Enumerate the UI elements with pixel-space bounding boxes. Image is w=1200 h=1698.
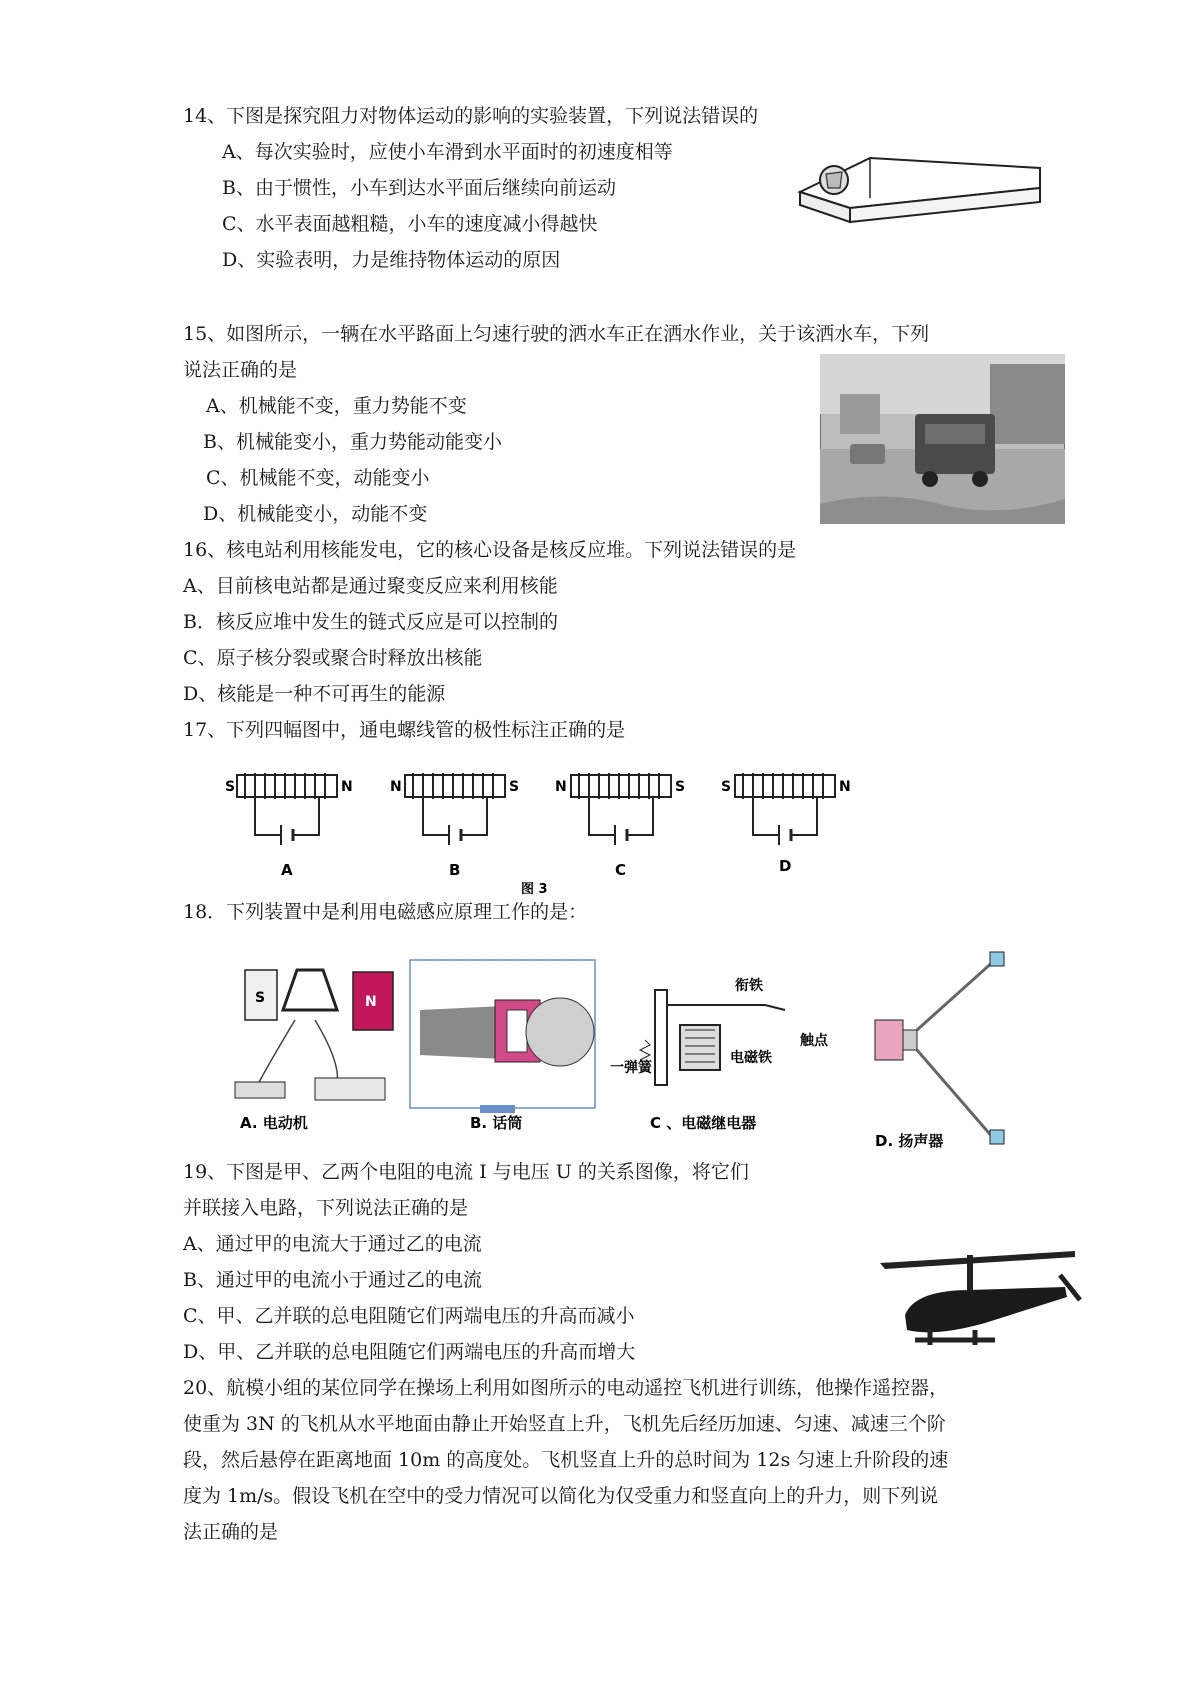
relay-caption: C 、电磁继电器 xyxy=(650,1114,757,1132)
panel-c-left-pole: N xyxy=(555,779,567,795)
q16-option-b: B．核反应堆中发生的链式反应是可以控制的 xyxy=(183,611,558,633)
solenoid-panel-c xyxy=(555,773,685,879)
q19-stem-line2: 并联接入电路，下列说法正确的是 xyxy=(183,1197,469,1219)
solenoid-panel-b xyxy=(390,773,519,879)
relay-spring-label: 一弹簧 xyxy=(610,1060,652,1076)
speaker-caption: D. 扬声器 xyxy=(875,1132,944,1150)
panel-a-label: A xyxy=(281,861,293,879)
q20-line4: 度为 1m/s。假设飞机在空中的受力情况可以简化为仅受重力和竖直向上的升力，则下列说 xyxy=(183,1485,939,1507)
panel-d-left-pole: S xyxy=(721,779,732,795)
q15-option-d: D、机械能变小，动能不变 xyxy=(203,503,428,525)
q20-line1: 20、航模小组的某位同学在操场上利用如图所示的电动遥控飞机进行训练，他操作遥控器， xyxy=(183,1377,949,1399)
motor-caption: A. 电动机 xyxy=(240,1114,308,1132)
q20-line5: 法正确的是 xyxy=(183,1521,279,1543)
q19-option-a: A、通过甲的电流大于通过乙的电流 xyxy=(183,1233,482,1255)
q14-option-b: B、由于惯性，小车到达水平面后继续向前运动 xyxy=(222,177,616,199)
q17-solenoid-figures xyxy=(215,765,855,900)
q14-option-c: C、水平表面越粗糙，小车的速度减小得越快 xyxy=(222,213,598,235)
relay-contact-label: 触点 xyxy=(800,1033,828,1049)
q15-sprinkler-truck-photo xyxy=(820,354,1065,524)
motor-n-pole: N xyxy=(365,994,377,1010)
motor-device xyxy=(235,970,393,1132)
q19-stem-line1: 19、下图是甲、乙两个电阻的电流 I 与电压 U 的关系图像，将它们 xyxy=(183,1161,749,1183)
speaker-device xyxy=(875,952,1004,1150)
q14-option-a: A、每次实验时，应使小车滑到水平面时的初速度相等 xyxy=(222,141,673,163)
q16-option-d: D、核能是一种不可再生的能源 xyxy=(183,683,446,705)
q19-option-d: D、甲、乙并联的总电阻随它们两端电压的升高而增大 xyxy=(183,1341,636,1363)
q18-stem: 18．下列装置中是利用电磁感应原理工作的是： xyxy=(183,901,588,923)
solenoid-panel-a xyxy=(225,773,353,879)
panel-c-label: C xyxy=(615,861,627,879)
q16-stem: 16、核电站利用核能发电，它的核心设备是核反应堆。下列说法错误的是 xyxy=(183,539,797,561)
motor-s-pole: S xyxy=(255,990,266,1006)
solenoid-panel-d xyxy=(721,773,851,875)
panel-b-left-pole: N xyxy=(390,779,402,795)
q17-stem: 17、下列四幅图中，通电螺线管的极性标注正确的是 xyxy=(183,719,626,741)
panel-d-right-pole: N xyxy=(839,779,851,795)
relay-armature-label: 衔铁 xyxy=(735,978,763,994)
relay-electromagnet-label: 电磁铁 xyxy=(730,1050,772,1066)
microphone-caption: B. 话筒 xyxy=(470,1114,523,1132)
q19-option-c: C、甲、乙并联的总电阻随它们两端电压的升高而减小 xyxy=(183,1305,635,1327)
relay-device xyxy=(610,977,829,1132)
q15-stem-line2: 说法正确的是 xyxy=(183,359,298,381)
q15-option-b: B、机械能变小，重力势能动能变小 xyxy=(203,431,502,453)
panel-b-right-pole: S xyxy=(509,779,520,795)
panel-a-left-pole: S xyxy=(225,779,236,795)
q15-stem-line1: 15、如图所示，一辆在水平路面上匀速行驶的洒水车正在洒水作业，关于该洒水车，下列 xyxy=(183,323,930,345)
q15-option-a: A、机械能不变，重力势能不变 xyxy=(206,395,467,417)
panel-b-label: B xyxy=(449,861,461,879)
helicopter-icon xyxy=(905,1287,1067,1332)
q14-option-d: D、实验表明，力是维持物体运动的原因 xyxy=(222,249,561,271)
q16-option-c: C、原子核分裂或聚合时释放出核能 xyxy=(183,647,483,669)
q14-ramp-figure xyxy=(790,150,1055,250)
q18-devices-figure xyxy=(225,950,1085,1150)
panel-c-right-pole: S xyxy=(675,779,686,795)
q15-option-c: C、机械能不变，动能变小 xyxy=(206,467,430,489)
microphone-device xyxy=(410,960,595,1132)
q19-option-b: B、通过甲的电流小于通过乙的电流 xyxy=(183,1269,482,1291)
q14-stem: 14、下图是探究阻力对物体运动的影响的实验装置，下列说法错误的 xyxy=(183,105,759,127)
q16-option-a: A、目前核电站都是通过聚变反应来利用核能 xyxy=(183,575,558,597)
panel-a-right-pole: N xyxy=(341,779,353,795)
q20-line3: 段，然后悬停在距离地面 10m 的高度处。飞机竖直上升的总时间为 12s 匀速上升阶段的速 xyxy=(183,1449,949,1471)
q20-helicopter-figure xyxy=(875,1245,1095,1365)
figure-3-caption: 图 3 xyxy=(521,882,548,897)
q20-line2: 使重为 3N 的飞机从水平地面由静止开始竖直上升，飞机先后经历加速、匀速、减速三个阶 xyxy=(183,1413,946,1435)
panel-d-label: D xyxy=(779,857,792,875)
